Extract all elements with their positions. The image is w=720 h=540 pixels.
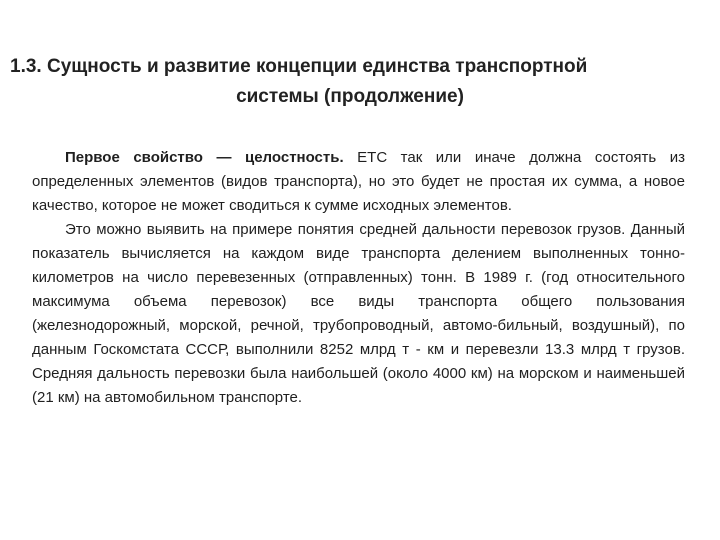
title-line-2: системы (продолжение) (236, 86, 464, 107)
title-line-1: 1.3. Сущность и развитие концепции единства транспортной (10, 56, 588, 77)
paragraph-2 (32, 218, 685, 410)
paragraph-text: Это можно выявить на примере понятия средней дальности перевозок грузов. Данный показатель вычисляется на каждом виде транспорта делением выполненных тонно-километров на число перевезенных (отправленных) тонн. В 1989 г. (год относительного максимума объема перевозок) все виды транспорта общего пользования (железнодорожный, морской, речной, трубопроводный, автомо-бильный, воздушный), по данным Госкомстата СССР, выполнили 8252 млрд т - км и перевезли 13.3 млрд т грузов. Средняя дальность перевозки была наибольшей (около 4000 км) на морском и наименьшей (21 км) на автомобильном транспорте. (32, 221, 685, 406)
body-text (32, 146, 685, 410)
slide-title (10, 52, 690, 112)
paragraph-lead: Первое свойство — целостность. (65, 149, 344, 166)
paragraph-text: ЕТС так или иначе должна состоять из определенных элементов (видов транспорта), но это будет не простая их сумма, а новое качество, которое не может сводиться к сумме исходных элементов. (32, 149, 685, 214)
paragraph-1 (32, 146, 685, 218)
